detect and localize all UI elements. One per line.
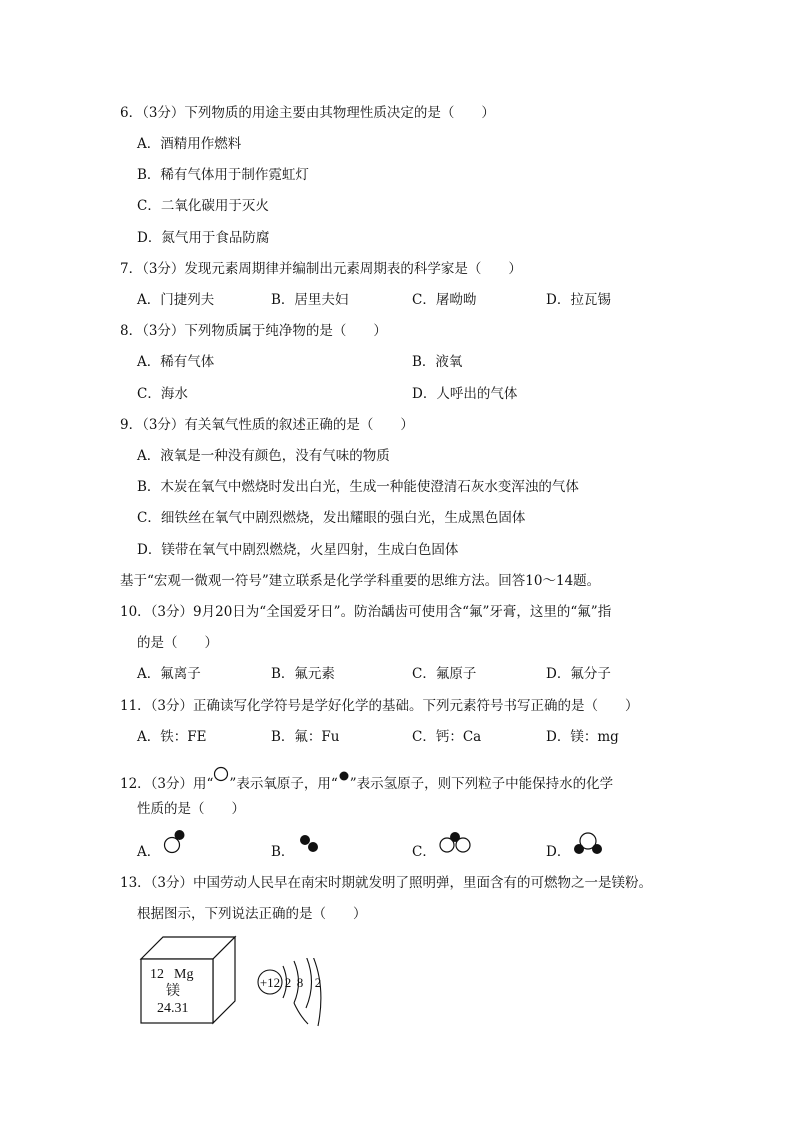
question-9-option-d: D．镁带在氧气中剧烈燃烧，火星四射，生成白色固体 bbox=[137, 542, 459, 558]
atom-nucleus-charge: +12 bbox=[259, 975, 281, 990]
element-atomic-number: 12 bbox=[150, 967, 164, 982]
question-10-option-b: B．氟元素 bbox=[271, 666, 335, 682]
question-10-stem-line1: 10．（3分）9月20日为“全国爱牙日”。防治龋齿可使用含“氟”牙膏，这里的“氟”指 bbox=[120, 604, 612, 620]
question-13-stem-line1: 13．（3分）中国劳动人民早在南宋时期就发明了照明弹，里面含有的可燃物之一是镁粉。 bbox=[120, 875, 653, 891]
question-11-stem: 11．（3分）正确读写化学符号是学好化学的基础。下列元素符号书写正确的是（ ） bbox=[120, 698, 639, 714]
element-symbol: Mg bbox=[174, 967, 194, 982]
question-8-stem: 8．（3分）下列物质属于纯净物的是（ ） bbox=[120, 323, 387, 339]
hydrogen-atom-icon bbox=[338, 769, 350, 781]
question-8-option-a: A．稀有气体 bbox=[137, 354, 215, 370]
question-12-stem-part1: 12．（3分）用“ bbox=[120, 776, 214, 792]
question-7-option-c: C．屠呦呦 bbox=[412, 292, 477, 308]
question-7-option-b: B．居里夫妇 bbox=[271, 292, 349, 308]
molecule-c-diagram bbox=[436, 829, 478, 857]
question-9-option-b: B．木炭在氧气中燃烧时发出白光，生成一种能使澄清石灰水变浑浊的气体 bbox=[137, 479, 579, 495]
question-12-stem-part2: ”表示氧原子，用“ bbox=[229, 776, 338, 792]
magnesium-element-cube bbox=[138, 935, 238, 1029]
question-13-stem-line2: 根据图示，下列说法正确的是（ ） bbox=[137, 906, 367, 922]
question-7-option-a: A．门捷列夫 bbox=[137, 292, 215, 308]
question-8-option-c: C．海水 bbox=[137, 386, 188, 402]
question-12-stem-line2: 性质的是（ ） bbox=[137, 801, 245, 817]
question-6-stem: 6．（3分）下列物质的用途主要由其物理性质决定的是（ ） bbox=[120, 105, 495, 121]
question-6-option-c: C．二氧化碳用于灭火 bbox=[137, 198, 269, 214]
question-6-option-b: B．稀有气体用于制作霓虹灯 bbox=[137, 167, 309, 183]
question-11-option-c: C．钙：Ca bbox=[412, 729, 482, 745]
question-9-stem: 9．（3分）有关氧气性质的叙述正确的是（ ） bbox=[120, 417, 414, 433]
question-12-option-c: C． bbox=[412, 844, 436, 860]
atom-shell-1-electrons: 2 bbox=[284, 975, 292, 990]
oxygen-atom-icon bbox=[213, 766, 229, 782]
question-6-option-d: D．氮气用于食品防腐 bbox=[137, 230, 270, 246]
question-10-stem-line2: 的是（ ） bbox=[137, 635, 218, 651]
question-11-option-b: B．氟：Fu bbox=[271, 729, 340, 745]
question-6-option-a: A．酒精用作燃料 bbox=[137, 136, 242, 152]
question-10-option-a: A．氟离子 bbox=[137, 666, 201, 682]
element-name: 镁 bbox=[166, 984, 180, 999]
question-7-stem: 7．（3分）发现元素周期律并编制出元素周期表的科学家是（ ） bbox=[120, 261, 522, 277]
question-11-option-a: A．铁：FE bbox=[137, 729, 207, 745]
molecule-b-diagram bbox=[296, 832, 324, 856]
question-9-option-a: A．液氧是一种没有颜色，没有气味的物质 bbox=[137, 448, 390, 464]
section-intro: 基于“宏观一微观一符号”建立联系是化学学科重要的思维方法。回答10～14题。 bbox=[120, 573, 601, 589]
question-12-option-b: B． bbox=[271, 844, 295, 860]
atom-shell-3-electrons: 2 bbox=[314, 975, 322, 990]
question-10-option-c: C．氟原子 bbox=[412, 666, 477, 682]
atom-shell-2-electrons: 8 bbox=[296, 975, 304, 990]
question-12-option-a: A． bbox=[137, 844, 161, 860]
question-9-option-c: C．细铁丝在氧气中剧烈燃烧，发出耀眼的强白光，生成黑色固体 bbox=[137, 510, 526, 526]
question-7-option-d: D．拉瓦锡 bbox=[546, 292, 611, 308]
question-8-option-d: D．人呼出的气体 bbox=[412, 386, 518, 402]
question-10-option-d: D．氟分子 bbox=[546, 666, 611, 682]
question-8-option-b: B．液氧 bbox=[412, 354, 463, 370]
magnesium-atom-structure-diagram bbox=[254, 958, 334, 1032]
molecule-d-diagram bbox=[570, 829, 606, 859]
question-11-option-d: D．镁：mg bbox=[546, 729, 619, 745]
question-12-stem-part3: ”表示氢原子，则下列粒子中能保持水的化学 bbox=[349, 776, 614, 792]
question-12-stem-line1 bbox=[120, 766, 613, 793]
element-atomic-mass: 24.31 bbox=[157, 1001, 189, 1016]
molecule-a-diagram bbox=[160, 826, 190, 856]
question-12-option-d: D． bbox=[546, 844, 571, 860]
